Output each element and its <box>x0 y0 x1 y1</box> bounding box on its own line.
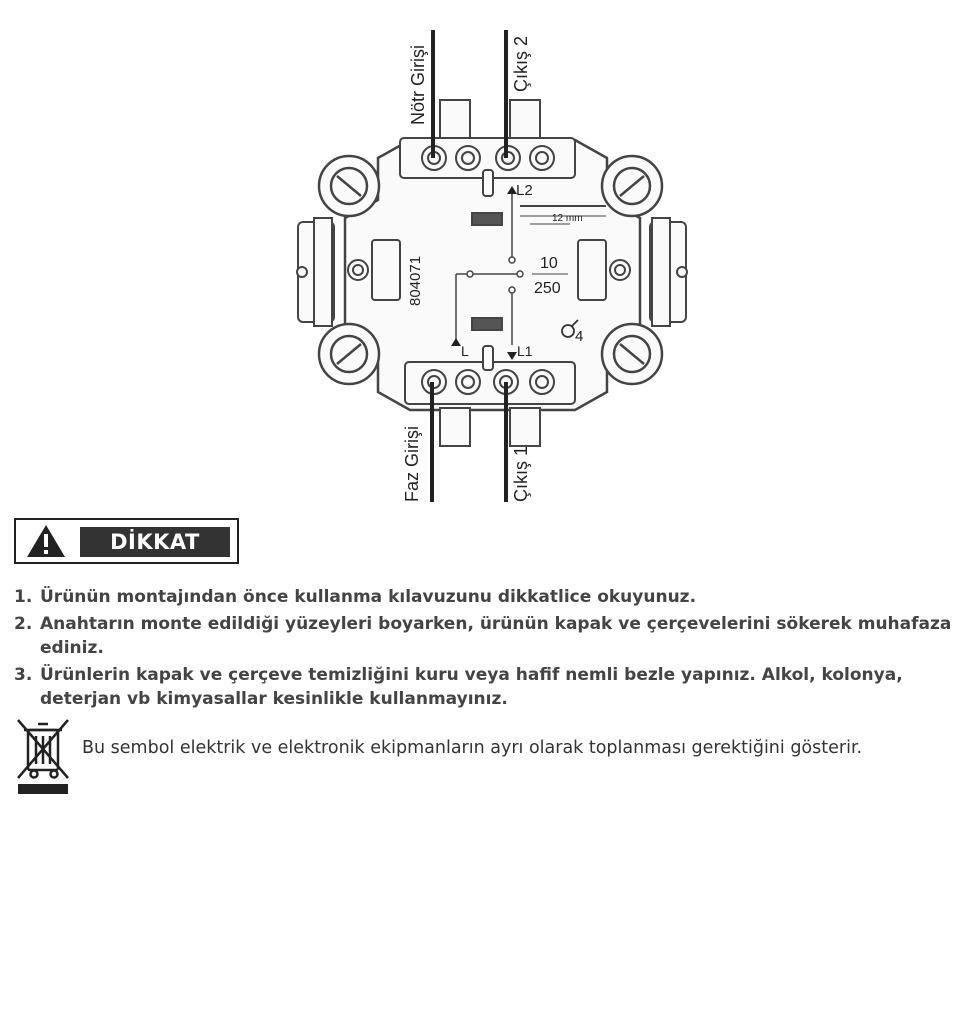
faz-girisi-label: Faz Girişi <box>402 426 422 502</box>
model-number-label: 804071 <box>407 255 424 306</box>
l2-label: L2 <box>516 182 533 199</box>
left-bracket <box>297 218 334 326</box>
weee-notice: Bu sembol elektrik ve elektronik ekipmanların ayrı olarak toplanması gerektiğini gösterir. <box>82 738 863 758</box>
warning-title: DİKKAT <box>80 527 230 557</box>
warning-banner <box>14 518 239 564</box>
rating-voltage-label: 250 <box>534 280 561 297</box>
rating-suffix-label: 4 <box>575 328 584 345</box>
instruction-list <box>14 585 969 714</box>
list-item: 2. Anahtarın monte edildiği yüzeyleri boyarken, ürünün kapak ve çerçevelerini sökerek muhafaza ediniz. <box>14 614 952 658</box>
cikis-1-label: Çıkış 1 <box>511 445 531 502</box>
rating-current-label: 10 <box>540 255 558 272</box>
crossed-bin-icon <box>14 716 72 796</box>
l1-label: L1 <box>517 343 533 359</box>
list-item: 1. Ürünün montajından önce kullanma kılavuzunu dikkatlice okuyunuz. <box>14 587 697 607</box>
notr-girisi-label: Nötr Girişi <box>408 45 428 125</box>
warning-triangle-icon <box>26 524 66 558</box>
strip-length-label: 12 mm <box>552 213 583 224</box>
wiring-diagram <box>0 0 975 510</box>
list-item: 3. Ürünlerin kapak ve çerçeve temizliğini kuru veya hafif nemli bezle yapınız. Alkol, kolonya, deterjan vb kimyasallar kesinlikle kullanmayınız. <box>14 665 903 709</box>
l-label: L <box>461 343 469 359</box>
cikis-2-label: Çıkış 2 <box>511 35 531 92</box>
right-bracket <box>650 218 687 326</box>
